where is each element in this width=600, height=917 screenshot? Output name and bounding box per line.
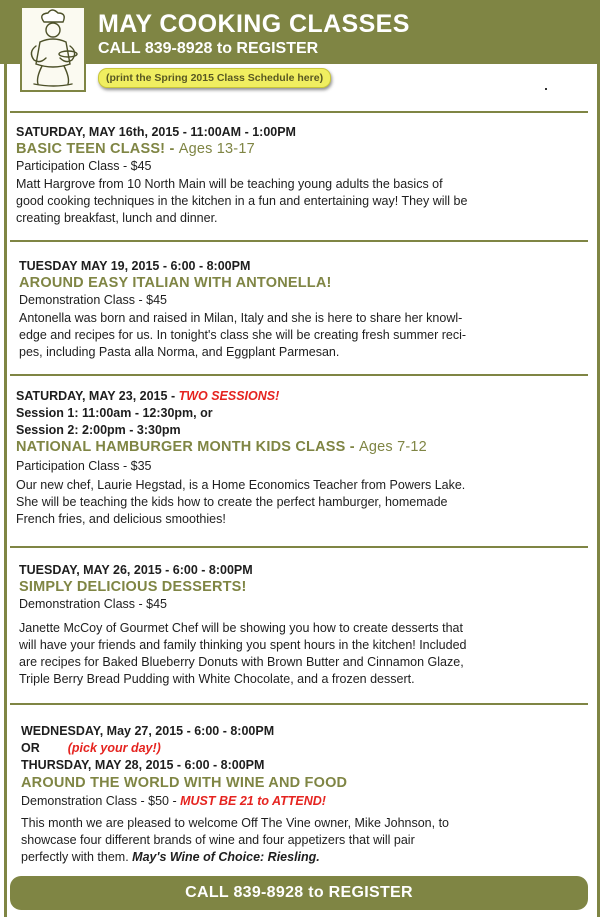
divider bbox=[10, 240, 588, 242]
class-type: Demonstration Class - $45 bbox=[19, 293, 167, 307]
print-schedule-link[interactable]: (print the Spring 2015 Class Schedule here) bbox=[98, 68, 331, 88]
class-listing bbox=[16, 124, 588, 227]
desc-line: creating breakfast, lunch and dinner. bbox=[16, 211, 218, 225]
class-title bbox=[16, 140, 588, 158]
session-1: Session 1: 11:00am - 12:30pm, or bbox=[16, 406, 213, 420]
desc-line: Antonella was born and raised in Milan, Italy and she is here to share her knowl- bbox=[19, 311, 463, 325]
register-phone: CALL 839-8928 to REGISTER bbox=[98, 40, 319, 57]
class-date: SATURDAY, MAY 16th, 2015 - 11:00AM - 1:00PM bbox=[16, 125, 296, 139]
class-title: AROUND THE WORLD WITH WINE AND FOOD bbox=[21, 775, 348, 791]
class-date-alt: THURSDAY, MAY 28, 2015 - 6:00 - 8:00PM bbox=[21, 758, 265, 772]
class-title: AROUND EASY ITALIAN WITH ANTONELLA! bbox=[19, 275, 332, 291]
register-button[interactable]: CALL 839-8928 to REGISTER bbox=[10, 876, 588, 910]
desc-line bbox=[21, 849, 593, 866]
class-date bbox=[16, 388, 588, 404]
class-age: Ages 13-17 bbox=[178, 141, 255, 157]
class-description bbox=[21, 815, 593, 866]
two-sessions-note: TWO SESSIONS! bbox=[178, 389, 280, 403]
class-description bbox=[19, 310, 591, 361]
class-type: Participation Class - $45 bbox=[16, 159, 152, 173]
desc-line: This month we are pleased to welcome Off The Vine owner, Mike Johnson, to bbox=[21, 816, 450, 830]
or-text: OR bbox=[21, 741, 40, 755]
stray-dot bbox=[545, 88, 547, 90]
logo bbox=[20, 6, 86, 92]
class-age: Ages 7-12 bbox=[358, 439, 427, 455]
header bbox=[0, 0, 600, 106]
desc-line: showcase four different brands of wine and four appetizers that will pair bbox=[21, 833, 415, 847]
desc-line: Matt Hargrove from 10 North Main will be teaching young adults the basics of bbox=[16, 177, 443, 191]
class-description bbox=[19, 620, 591, 688]
desc-line: pes, including Pasta alla Norma, and Eggplant Parmesan. bbox=[19, 345, 340, 359]
desc-line: French fries, and delicious smoothies! bbox=[16, 512, 226, 526]
or-line bbox=[21, 740, 593, 757]
class-title: SIMPLY DELICIOUS DESSERTS! bbox=[19, 579, 247, 595]
desc-line: edge and recipes for us. In tonight's class she will be creating fresh summer reci- bbox=[19, 328, 467, 342]
divider bbox=[10, 111, 588, 113]
desc-line: will have your friends and family thinking you spent hours in the kitchen! Included bbox=[19, 638, 467, 652]
class-date: TUESDAY, MAY 26, 2015 - 6:00 - 8:00PM bbox=[19, 563, 253, 577]
desc-line: She will be teaching the kids how to create the perfect hamburger, homemade bbox=[16, 495, 448, 509]
class-date: WEDNESDAY, May 27, 2015 - 6:00 - 8:00PM bbox=[21, 724, 275, 738]
class-date-text: SATURDAY, MAY 23, 2015 - bbox=[16, 389, 179, 403]
divider bbox=[10, 703, 588, 705]
desc-line: Our new chef, Laurie Hegstad, is a Home Economics Teacher from Powers Lake. bbox=[16, 478, 466, 492]
class-type bbox=[21, 792, 593, 811]
chef-illustration-icon bbox=[22, 8, 84, 90]
class-listing bbox=[19, 258, 591, 361]
divider bbox=[10, 546, 588, 548]
class-description bbox=[16, 176, 588, 227]
class-type: Participation Class - $35 bbox=[16, 459, 152, 473]
class-listing bbox=[16, 388, 588, 528]
age-requirement-note: MUST BE 21 to ATTEND! bbox=[180, 794, 326, 808]
class-type-text: Demonstration Class - $50 - bbox=[21, 794, 181, 808]
class-listing bbox=[21, 722, 593, 866]
class-type: Demonstration Class - $45 bbox=[19, 597, 167, 611]
desc-line: Triple Berry Bread Pudding with White Chocolate, and a frozen dessert. bbox=[19, 672, 415, 686]
desc-text: perfectly with them. bbox=[21, 850, 133, 864]
class-title-text: BASIC TEEN CLASS! - bbox=[16, 141, 179, 157]
class-title bbox=[16, 438, 588, 456]
page-title: MAY COOKING CLASSES bbox=[98, 10, 410, 38]
desc-line: are recipes for Baked Blueberry Donuts with Brown Butter and Cinnamon Glaze, bbox=[19, 655, 464, 669]
class-description bbox=[16, 477, 588, 528]
pick-your-day-note: (pick your day!) bbox=[67, 741, 161, 755]
class-date: TUESDAY MAY 19, 2015 - 6:00 - 8:00PM bbox=[19, 259, 251, 273]
class-listing bbox=[19, 562, 591, 688]
divider bbox=[10, 374, 588, 376]
wine-of-choice: May's Wine of Choice: Riesling. bbox=[132, 850, 320, 864]
class-title-text: NATIONAL HAMBURGER MONTH KIDS CLASS - bbox=[16, 439, 359, 455]
desc-line: good cooking techniques in the kitchen in a fun and entertaining way! They will be bbox=[16, 194, 468, 208]
session-2: Session 2: 2:00pm - 3:30pm bbox=[16, 423, 181, 437]
desc-line: Janette McCoy of Gourmet Chef will be showing you how to create desserts that bbox=[19, 621, 463, 635]
